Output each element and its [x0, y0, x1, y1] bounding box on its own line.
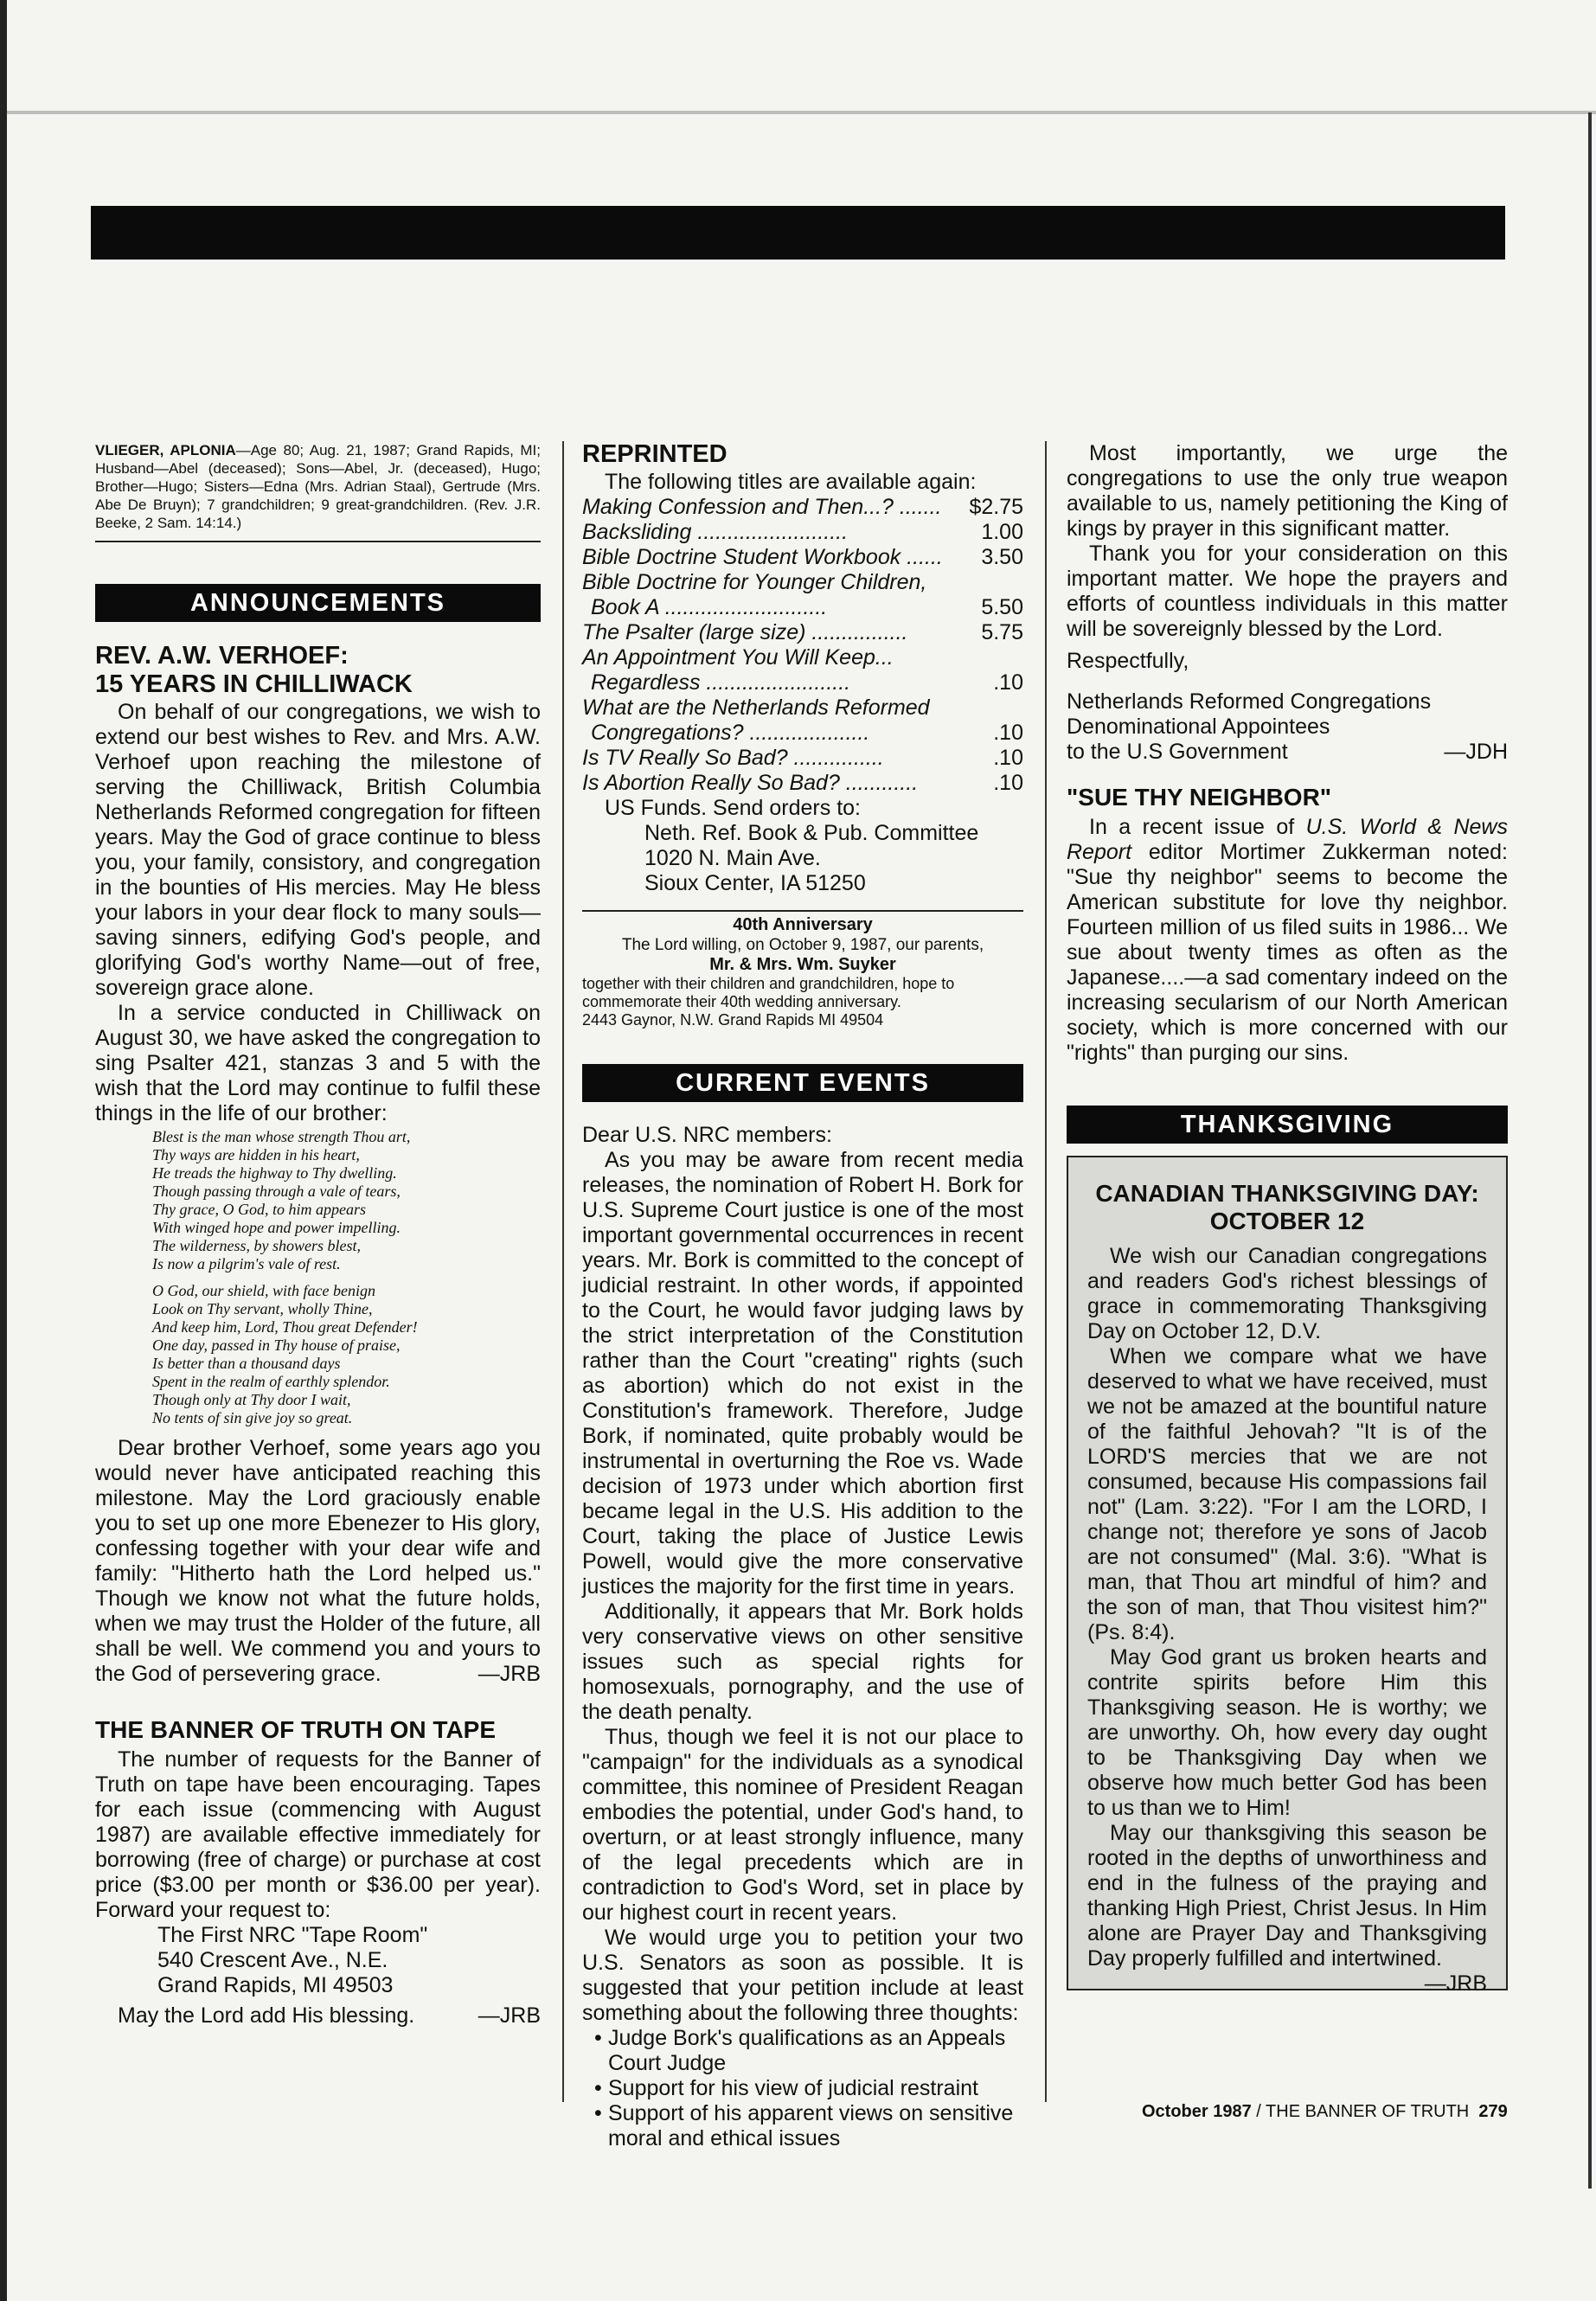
signature-line: to the U.S Government [1067, 740, 1288, 764]
thanksgiving-box [1067, 1156, 1508, 1996]
signature-last-row [1067, 740, 1508, 765]
poem-line: Is now a pilgrim's vale of rest. [152, 1255, 341, 1272]
reprinted-item-title: Is Abortion Really So Bad? ............ [582, 771, 919, 795]
reprinted-title: REPRINTED [582, 440, 727, 468]
reprinted-item [582, 695, 1023, 721]
page-footer [1142, 2102, 1508, 2122]
scan-right-edge [1588, 112, 1592, 2189]
signature-line: Denominational Appointees [1067, 715, 1330, 739]
verhoef-paragraph-3-text: Dear brother Verhoef, some years ago you would never have anticipated reaching this milestone. May the Lord graciously enable you to set up one more Ebenezer to His glory, confessing together with your dear wife and family: "Hitherto hath the Lord helped us." Though we know not what the future holds, when we may trust the Holder of the future, all shall be well. We commend you and yours to the God of persevering grace. [95, 1436, 541, 1686]
reprinted-list [582, 495, 1023, 796]
reprinted-address-line: Neth. Ref. Book & Pub. Committee [644, 821, 979, 845]
anniversary-line-1: The Lord willing, on October 9, 1987, our parents, [621, 936, 984, 954]
reprinted-address-line: Sioux Center, IA 51250 [644, 871, 866, 895]
verhoef-title-1: REV. A.W. VERHOEF: [95, 642, 349, 670]
reprinted-item-price: 5.50 [981, 595, 1023, 619]
page-number: 279 [1478, 2102, 1508, 2121]
current-events-paragraph-5: Most importantly, we urge the congregations to use the only true weapon available to us, namely petitioning the King of kings by prayer in this significant matter. [1067, 441, 1508, 541]
reprinted-address [582, 821, 1023, 896]
reprinted-item-price: $2.75 [969, 495, 1023, 519]
thanksgiving-title-1: CANADIAN THANKSGIVING DAY: [1095, 1180, 1479, 1207]
signature-line: Netherlands Reformed Congregations [1067, 689, 1432, 714]
footer-date: October 1987 [1142, 2102, 1252, 2121]
scan-top-edge [0, 111, 1596, 114]
reprinted-funds: US Funds. Send orders to: [605, 796, 861, 820]
poem-line: One day, passed in Thy house of praise, [152, 1336, 401, 1354]
obituary-text: —Age 80; Aug. 21, 1987; Grand Rapids, MI; Husband—Abel (deceased); Sons—Abel, Jr. (deceased), Hugo; Brother—Hugo; Sisters—Edna (Mrs. Adrian Staal), Gertrude (Mrs. Abe De Bruyn); 7 grandchildren; 9 great-grandchildren. (Rev. J.R. Beeke, 2 Sam. 14:14.) [95, 442, 541, 531]
poem-line: Thy ways are hidden in his heart, [152, 1146, 360, 1163]
reprinted-item-title: Is TV Really So Bad? ............... [582, 746, 884, 770]
tape-title: THE BANNER OF TRUTH ON TAPE [95, 1716, 497, 1743]
poem-line: Look on Thy servant, wholly Thine, [152, 1300, 373, 1317]
reprinted-item [582, 645, 1023, 670]
poem-line: And keep him, Lord, Thou great Defender! [152, 1318, 418, 1336]
reprinted-item [582, 520, 1023, 545]
neighbor-text-a: In a recent issue of [1089, 815, 1306, 839]
poem-line: No tents of sin give joy so great. [152, 1409, 353, 1426]
thanksgiving-banner: THANKSGIVING [1067, 1106, 1508, 1144]
tape-closing: May the Lord add His blessing. [118, 2003, 415, 2028]
tape-initials: —JRB [478, 2003, 541, 2028]
thanksgiving-title-2: OCTOBER 12 [1209, 1208, 1365, 1234]
footer-publication: THE BANNER OF TRUTH [1266, 2102, 1470, 2121]
tape-paragraph: The number of requests for the Banner of Truth on tape have been encouraging. Tapes for each issue (commencing with August 1987) are available effective immediately for borrowing (free of charge) or purchase at cost price ($3.00 per month or $36.00 per year). Forward your request to: [95, 1747, 541, 1922]
reprinted-item [582, 746, 1023, 771]
neighbor-title: "SUE THY NEIGHBOR" [1067, 784, 1332, 811]
current-events-banner: CURRENT EVENTS [582, 1064, 1023, 1102]
thanksgiving-paragraph-4-text: May our thanksgiving this season be rooted in the depths of unworthiness and end in the fulness of the praying and thanking High Priest, Christ Jesus. In Him alone are Prayer Day and Thanksgiving Day properly fulfilled and intertwined. [1087, 1821, 1487, 1971]
poem-line: Blest is the man whose strength Thou art, [152, 1128, 411, 1145]
reprinted-item-price: .10 [993, 670, 1023, 695]
reprinted-item-title: Making Confession and Then...? ....... [582, 495, 942, 519]
poem-line: Thy grace, O God, to him appears [152, 1201, 366, 1218]
column-left [95, 441, 541, 2029]
obituary-name: VLIEGER, APLONIA [95, 442, 236, 458]
poem-line: Spent in the realm of earthly splendor. [152, 1373, 390, 1390]
verhoef-title-2: 15 YEARS IN CHILLIWACK [95, 670, 413, 698]
reprinted-item [582, 771, 1023, 796]
petition-points [582, 2026, 1023, 2151]
reprinted-item-price: .10 [993, 771, 1023, 795]
column-rule-1 [562, 441, 564, 2102]
current-events-paragraph-3: Thus, though we feel it is not our place to "campaign" for the individuals as a synodical committee, this nominee of President Reagan embodies the potential, under God's hand, to overturn, or at least strongly influence, many of the legal precedents which are in contradiction to God's Word, set in place by our highest court in recent years. [582, 1725, 1023, 1925]
anniversary-names: Mr. & Mrs. Wm. Suyker [709, 955, 896, 974]
tape-closing-row [95, 2003, 541, 2029]
current-events-paragraph-4: We would urge you to petition your two U.S. Senators as soon as possible. It is suggested that your petition include at least something about the following three thoughts: [582, 1926, 1023, 2025]
reprinted-item-title: What are the Netherlands Reformed [582, 695, 930, 720]
reprinted-item-price: 1.00 [981, 520, 1023, 544]
current-events-salutation: Dear U.S. NRC members: [582, 1123, 832, 1147]
footer-separator: / [1251, 2102, 1266, 2121]
current-events-paragraph-1: As you may be aware from recent media releases, the nomination of Robert H. Bork for U.S. Supreme Court justice is one of the most important governmental occurrences in recent years. Mr. Bork is committed to the concept of judicial restraint. In other words, if appointed to the Court, he would favor judging laws by the strict interpretation of the Constitution rather than the Court "creating" rights (such as abortion) which do not exist in the Constitution's framework. Therefore, Judge Bork, if nominated, quite probably would be instrumental in overturning the Roe vs. Wade decision of 1973 under which abortion first became legal in the U.S. His addition to the Court, taking the place of Justice Lewis Powell, would give the more conservative justices the majority for the first time in years. [582, 1148, 1023, 1599]
thanksgiving-paragraph-2: When we compare what we have deserved to what we have received, must we not be amazed at the bountiful nature of the faithful Jehovah? "It is of the LORD'S mercies that we are not consumed, because His compassions fail not" (Lam. 3:22). "For I am the LORD, I change not; therefore ye sons of Jacob are not consumed" (Mal. 3:6). "What is man, that Thou art mindful of him? and the son of man, that Thou visitest him?" (Ps. 8:4). [1087, 1344, 1487, 1644]
current-events-paragraph-6: Thank you for your consideration on this important matter. We hope the prayers and efforts of countless individuals in this matter will be sovereignly blessed by the Lord. [1067, 542, 1508, 641]
petition-point: • Support for his view of judicial restraint [594, 2076, 1023, 2101]
header-black-bar [91, 206, 1505, 260]
poem-line: Is better than a thousand days [152, 1355, 341, 1372]
current-events-initials: —JDH [1444, 740, 1508, 764]
tape-address-line: Grand Rapids, MI 49503 [157, 1973, 394, 1997]
reprinted-item [582, 570, 1023, 595]
reprinted-item-title: Book A ........................... [591, 595, 828, 619]
announcements-banner: ANNOUNCEMENTS [95, 584, 541, 622]
thanksgiving-paragraph-1: We wish our Canadian congregations and readers God's richest blessings of grace in commemorating Thanksgiving Day on October 12, D.V. [1087, 1244, 1487, 1343]
reprinted-item-title: The Psalter (large size) ................ [582, 620, 908, 644]
psalter-poem [95, 1128, 541, 1427]
reprinted-item-title: Congregations? .................... [591, 721, 870, 745]
thanksgiving-paragraph-4 [1087, 1821, 1487, 1996]
verhoef-paragraph-2: In a service conducted in Chilliwack on August 30, we have asked the congregation to sing Psalter 421, stanzas 3 and 5 with the wish that the Lord may continue to fulfil these things in the life of our brother: [95, 1001, 541, 1125]
reprinted-item-price: 3.50 [981, 545, 1023, 569]
obituary-entry [95, 441, 541, 542]
poem-line: Though only at Thy door I wait, [152, 1391, 351, 1408]
divider [582, 910, 1023, 912]
current-events-closing: Respectfully, [1067, 649, 1189, 673]
scan-left-edge [0, 0, 7, 2301]
petition-point: • Support of his apparent views on sensitive moral and ethical issues [594, 2101, 1023, 2151]
anniversary-line-2: together with their children and grandchildren, hope to commemorate their 40th wedding anniversary. [582, 975, 955, 1010]
reprinted-item-price: .10 [993, 746, 1023, 770]
poem-line: The wilderness, by showers blest, [152, 1237, 361, 1254]
verhoef-paragraph-3 [95, 1436, 541, 1687]
poem-line: With winged hope and power impelling. [152, 1219, 401, 1236]
verhoef-paragraph-1: On behalf of our congregations, we wish to extend our best wishes to Rev. and Mrs. A.W. Verhoef upon reaching the milestone of serving the Chilliwack, British Columbia Netherlands Reformed congregation for fifteen years. May the God of grace continue to bless you, your family, consistory, and congregation in the bounties of His mercies. May He bless your labors in your dear flock to many souls—saving sinners, edifying God's people, and glorifying God's worthy Name—out of free, sovereign grace alone. [95, 700, 541, 1000]
reprinted-item [582, 545, 1023, 570]
reprinted-item [582, 495, 1023, 520]
anniversary-heading: 40th Anniversary [733, 915, 873, 934]
reprinted-item [582, 620, 1023, 645]
poem-line: Though passing through a vale of tears, [152, 1183, 401, 1200]
neighbor-text-b: editor Mortimer Zukkerman noted: "Sue thy neighbor" seems to become the American substitute for love thy neighbor. Fourteen million of us filed suits in 1986... We sue about twenty times as often as the Japanese....—a sad comentary indeed on the increasing secularism of our North American society, which is more concerned with our "rights" than purging our sins. [1067, 840, 1508, 1065]
reprinted-intro: The following titles are available again: [605, 470, 977, 494]
poem-line: He treads the highway to Thy dwelling. [152, 1164, 397, 1182]
reprinted-address-line: 1020 N. Main Ave. [644, 846, 821, 870]
column-middle [582, 441, 1023, 2151]
current-events-paragraph-2: Additionally, it appears that Mr. Bork holds very conservative views on other sensitive issues such as special rights for homosexuals, pornography, and the use of the death penalty. [582, 1599, 1023, 1724]
verhoef-initials: —JRB [478, 1662, 541, 1686]
petition-point: • Judge Bork's qualifications as an Appeals Court Judge [594, 2026, 1023, 2076]
anniversary-notice [582, 915, 1023, 1029]
neighbor-paragraph [1067, 815, 1508, 1066]
thanksgiving-title [1087, 1180, 1487, 1235]
reprinted-item-price: .10 [993, 721, 1023, 745]
reprinted-item [582, 595, 1023, 620]
reprinted-item-title: An Appointment You Will Keep... [582, 645, 894, 670]
column-right [1067, 441, 1508, 1997]
anniversary-address: 2443 Gaynor, N.W. Grand Rapids MI 49504 [582, 1011, 884, 1029]
reprinted-item [582, 670, 1023, 695]
poem-stanza-2 [152, 1282, 541, 1427]
tape-address [95, 1923, 541, 1998]
reprinted-item-title: Bible Doctrine for Younger Children, [582, 570, 927, 594]
reprinted-item-title: Backsliding ......................... [582, 520, 849, 544]
reprinted-item-price: 5.75 [981, 620, 1023, 644]
thanksgiving-paragraph-3: May God grant us broken hearts and contrite spirits before Him this Thanksgiving season. He is worthy; we are unworthy. Oh, how every day ought to be Thanksgiving Day when we observe how much better God has been to us than we to Him! [1087, 1645, 1487, 1820]
reprinted-item-title: Regardless ........................ [591, 670, 851, 695]
reprinted-item [582, 721, 1023, 746]
current-events-signature [1067, 689, 1508, 765]
tape-address-line: The First NRC "Tape Room" [157, 1923, 428, 1947]
thanksgiving-initials: —JRB [1424, 1971, 1487, 1996]
tape-address-line: 540 Crescent Ave., N.E. [157, 1948, 388, 1972]
poem-stanza-1 [152, 1128, 541, 1273]
neighbor-publication: U.S. World & News Report [1067, 815, 1508, 864]
reprinted-item-title: Bible Doctrine Student Workbook ...... [582, 545, 943, 569]
poem-line: O God, our shield, with face benign [152, 1282, 375, 1299]
column-rule-2 [1045, 441, 1047, 2102]
